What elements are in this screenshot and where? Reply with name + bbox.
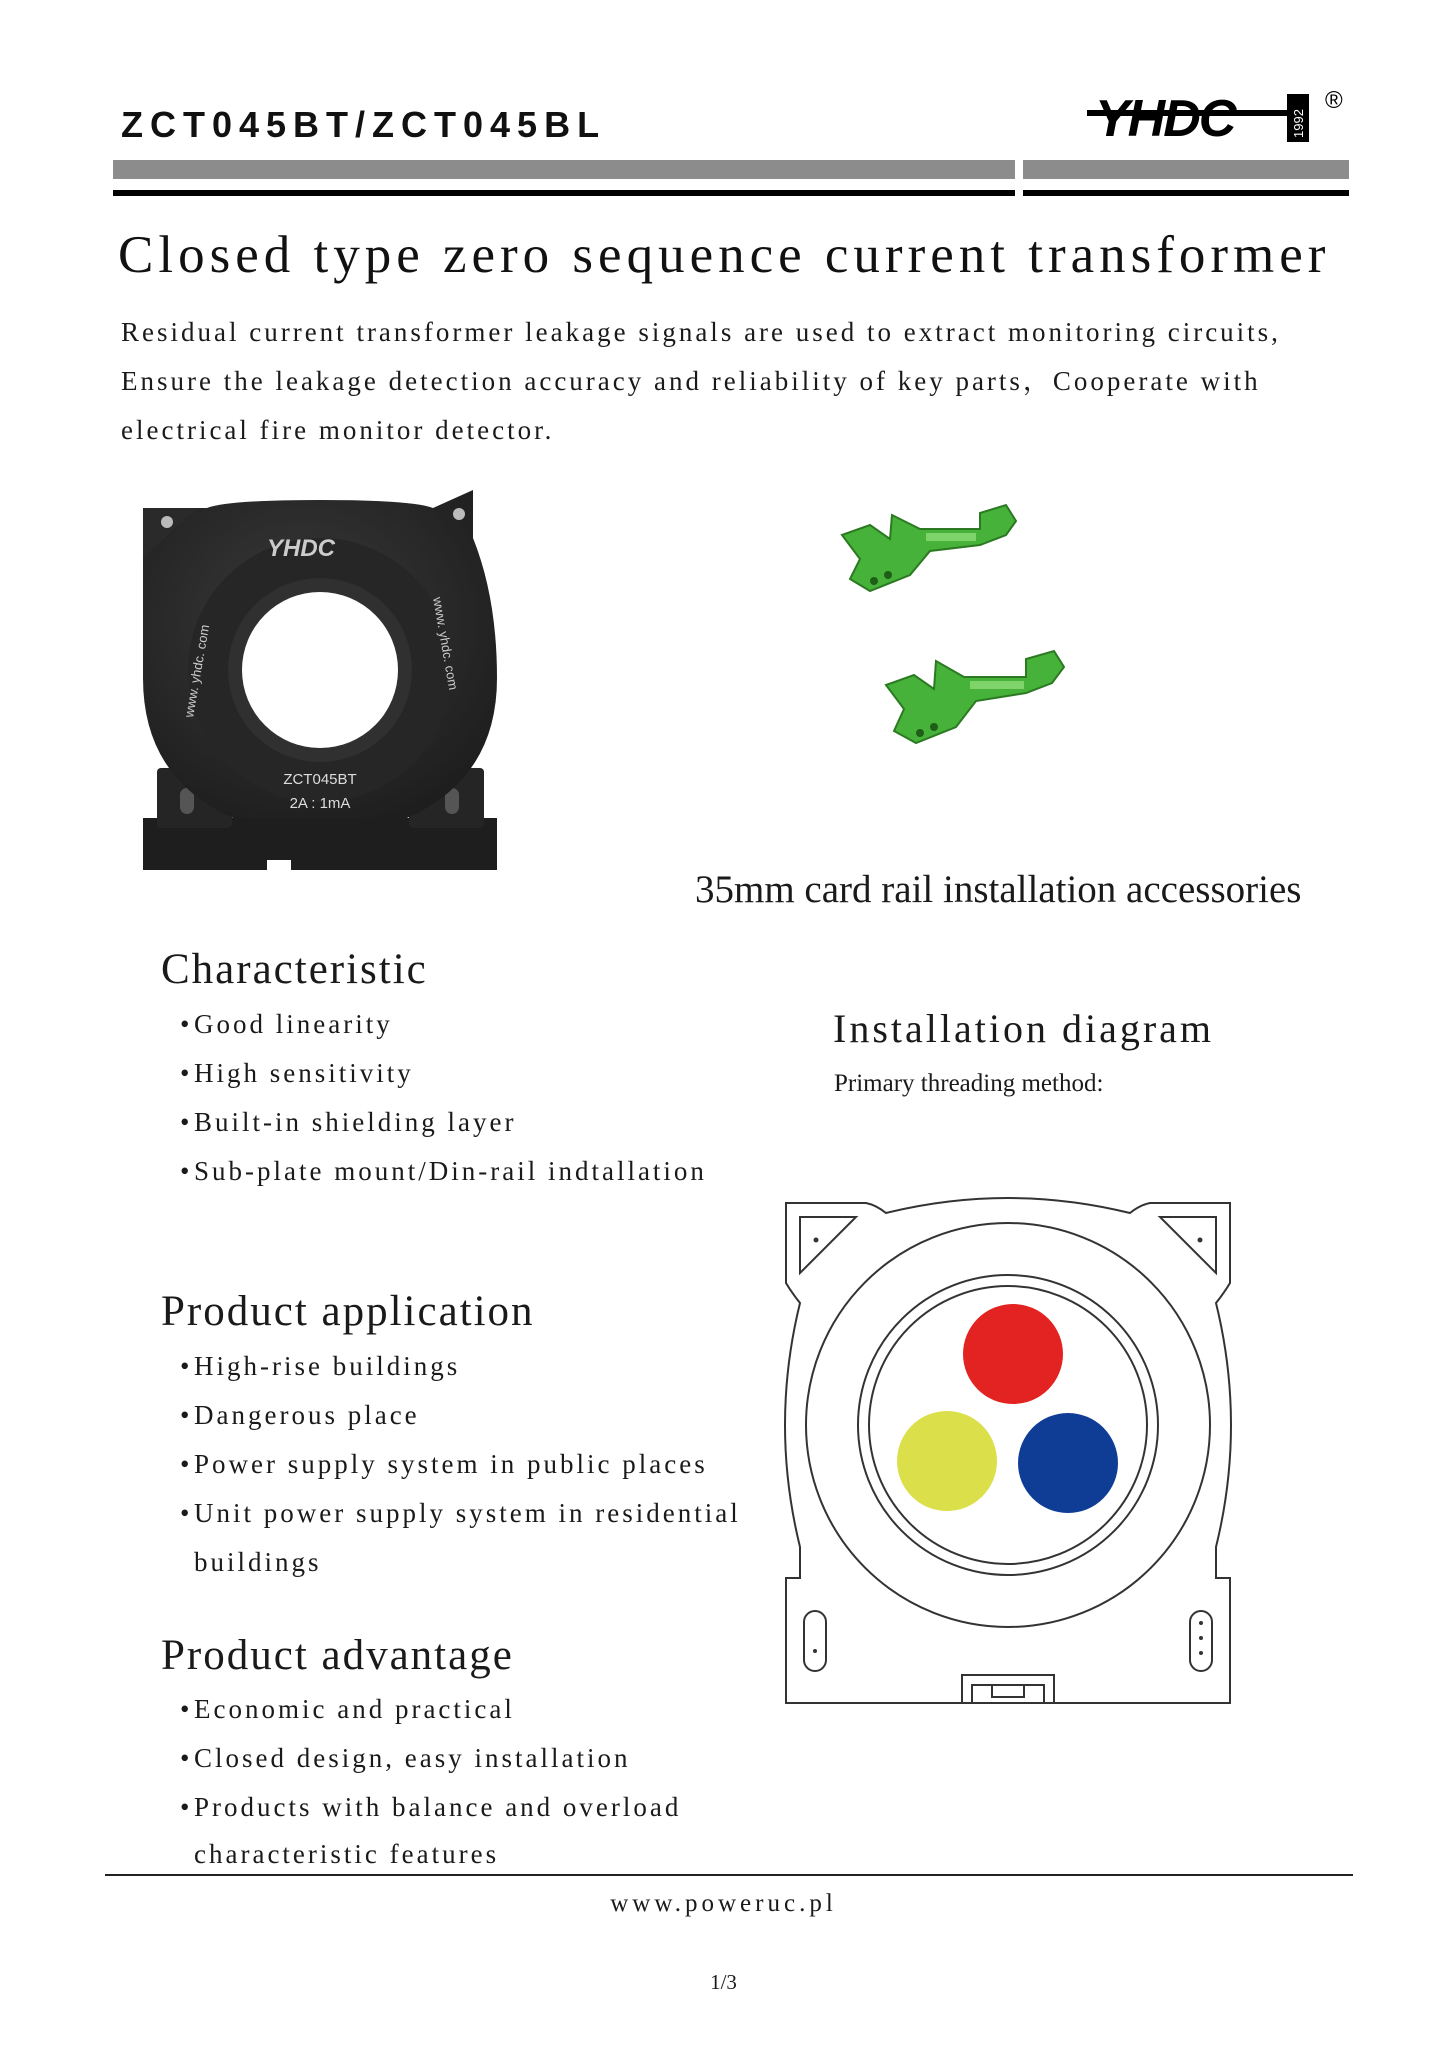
characteristic-heading: Characteristic bbox=[161, 946, 428, 993]
installation-diagram bbox=[776, 1193, 1240, 1713]
photo-model: ZCT045BT bbox=[283, 771, 357, 788]
advantage-list bbox=[180, 1685, 681, 1876]
header-gray-band bbox=[113, 160, 1015, 179]
photo-ratio: 2A : 1mA bbox=[289, 795, 351, 812]
application-list bbox=[180, 1342, 741, 1587]
header-gray-band-right bbox=[1023, 160, 1349, 179]
photo-url-right: www. yhdc. com bbox=[430, 595, 462, 692]
conductor-red bbox=[963, 1304, 1063, 1404]
intro-paragraph bbox=[121, 308, 1371, 455]
model-number: ZCT045BT/ZCT045BL bbox=[121, 104, 607, 145]
footer-rule bbox=[105, 1874, 1353, 1876]
advantage-heading: Product advantage bbox=[161, 1632, 514, 1679]
photo-url-left: www. yhdc. com bbox=[181, 623, 213, 719]
list-item: •Dangerous place bbox=[180, 1400, 420, 1430]
footer-url[interactable]: www.poweruc.pl bbox=[610, 1890, 837, 1917]
list-item: •Built-in shielding layer bbox=[180, 1107, 517, 1137]
page-title: Closed type zero sequence current transformer bbox=[118, 226, 1331, 284]
list-item: •Economic and practical bbox=[180, 1694, 515, 1724]
intro-line: electrical fire monitor detector. bbox=[121, 415, 555, 445]
installation-subheading: Primary threading method: bbox=[834, 1070, 1104, 1097]
conductor-yellow bbox=[897, 1411, 997, 1511]
intro-line: Residual current transformer leakage signals are used to extract monitoring circuits, bbox=[121, 317, 1281, 347]
characteristic-list bbox=[180, 1000, 707, 1196]
list-item: •Closed design, easy installation bbox=[180, 1743, 631, 1773]
accessories-caption: 35mm card rail installation accessories bbox=[695, 868, 1302, 911]
header-black-rule-right bbox=[1023, 190, 1349, 196]
conductor-blue bbox=[1018, 1413, 1118, 1513]
din-rail-clips-photo bbox=[830, 495, 1130, 775]
list-item: •Sub-plate mount/Din-rail indtallation bbox=[180, 1156, 707, 1186]
list-item: •Good linearity bbox=[180, 1009, 393, 1039]
photo-logo: YHDC bbox=[267, 535, 336, 562]
product-photo bbox=[137, 488, 503, 884]
application-heading: Product application bbox=[161, 1288, 535, 1335]
logo-year: 1992 bbox=[1291, 109, 1306, 138]
registered-mark: ® bbox=[1325, 87, 1343, 114]
page-number: 1/3 bbox=[710, 1970, 737, 1994]
header-black-rule bbox=[113, 190, 1015, 196]
yhdc-logo bbox=[1087, 86, 1353, 146]
list-item-continuation: characteristic features bbox=[194, 1839, 500, 1869]
list-item: •High-rise buildings bbox=[180, 1351, 461, 1381]
installation-heading: Installation diagram bbox=[833, 1006, 1215, 1051]
list-item: •High sensitivity bbox=[180, 1058, 414, 1088]
list-item: •Unit power supply system in residential bbox=[180, 1498, 741, 1528]
intro-line: Ensure the leakage detection accuracy and reliability of key parts，Cooperate with bbox=[121, 366, 1261, 396]
list-item-continuation: buildings bbox=[194, 1547, 322, 1577]
list-item: •Power supply system in public places bbox=[180, 1449, 708, 1479]
logo-text: YHDC bbox=[1095, 90, 1235, 146]
list-item: •Products with balance and overload bbox=[180, 1792, 682, 1822]
